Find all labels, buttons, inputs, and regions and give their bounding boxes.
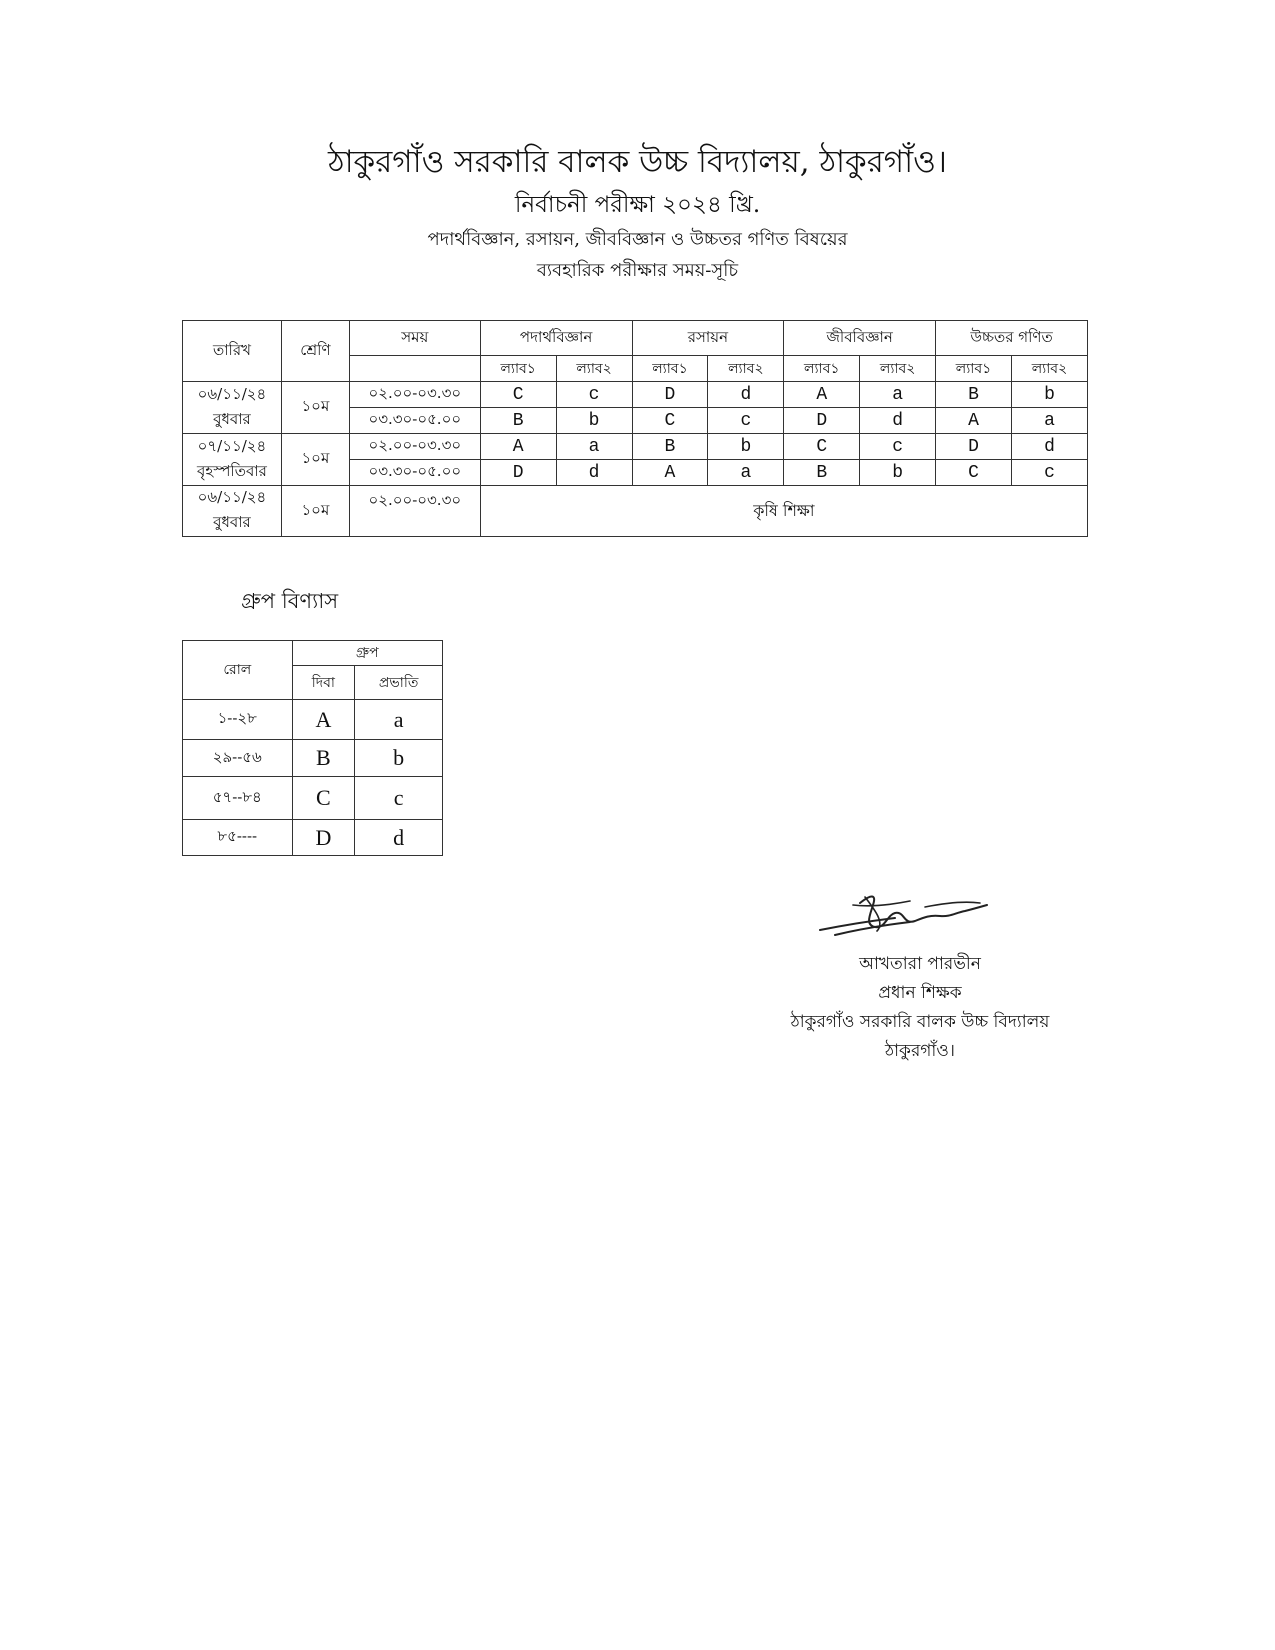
weekday-value: বুধবার bbox=[213, 409, 251, 428]
day-group: A bbox=[292, 700, 355, 740]
group-cell: A bbox=[936, 408, 1012, 434]
time-cell: ০২.০০-০৩.৩০ bbox=[349, 486, 480, 537]
header-lab2: ল্যাব২ bbox=[1011, 356, 1087, 382]
group-cell: C bbox=[936, 460, 1012, 486]
schedule-row bbox=[183, 486, 1088, 537]
header-class: শ্রেণি bbox=[281, 321, 349, 382]
header-lab1: ল্যাব১ bbox=[936, 356, 1012, 382]
header-time-blank bbox=[349, 356, 480, 382]
group-cell: a bbox=[860, 382, 936, 408]
group-cell: A bbox=[480, 434, 556, 460]
header-lab2: ল্যাব২ bbox=[860, 356, 936, 382]
morning-group: a bbox=[355, 700, 443, 740]
class-cell: ১০ম bbox=[281, 434, 349, 486]
time-cell: ০২.০০-০৩.৩০ bbox=[349, 434, 480, 460]
group-cell: d bbox=[556, 460, 632, 486]
roll-range: ৮৫---- bbox=[183, 820, 293, 856]
header-lab1: ল্যাব১ bbox=[632, 356, 708, 382]
time-cell: ০৩.৩০-০৫.০০ bbox=[349, 460, 480, 486]
header-biology: জীববিজ্ঞান bbox=[784, 321, 936, 356]
group-cell: c bbox=[1011, 460, 1087, 486]
group-row bbox=[183, 740, 443, 777]
weekday-value: বুধবার bbox=[213, 513, 251, 531]
date-value: ০৭/১১/২৪ bbox=[197, 436, 267, 455]
group-heading: গ্রুপ বিণ্যাস bbox=[241, 589, 339, 613]
header-lab2: ল্যাব২ bbox=[708, 356, 784, 382]
group-cell: A bbox=[784, 382, 860, 408]
day-group: D bbox=[292, 820, 355, 856]
group-row bbox=[183, 820, 443, 856]
header-lab1: ল্যাব১ bbox=[480, 356, 556, 382]
date-cell bbox=[183, 382, 282, 434]
group-cell: D bbox=[784, 408, 860, 434]
group-cell: A bbox=[632, 460, 708, 486]
class-cell: ১০ম bbox=[281, 486, 349, 537]
group-cell: d bbox=[860, 408, 936, 434]
weekday-value: বৃহস্পতিবার bbox=[196, 461, 267, 480]
morning-group: d bbox=[355, 820, 443, 856]
group-cell: b bbox=[556, 408, 632, 434]
date-value: ০৬/১১/২৪ bbox=[197, 384, 267, 403]
signatory-designation: প্রধান শিক্ষক bbox=[878, 983, 962, 1003]
subject-cell: কৃষি শিক্ষা bbox=[480, 486, 1087, 537]
group-cell: D bbox=[632, 382, 708, 408]
group-row bbox=[183, 700, 443, 740]
signatory-place: ঠাকুরগাঁও। bbox=[885, 1041, 955, 1061]
exam-title: নির্বাচনী পরীক্ষা ২০২৪ খ্রি. bbox=[514, 192, 761, 218]
roll-range: ১--২৮ bbox=[183, 700, 293, 740]
day-group: C bbox=[292, 777, 355, 820]
roll-range: ২৯--৫৬ bbox=[183, 740, 293, 777]
header-group: গ্রুপ bbox=[292, 641, 443, 666]
subjects-line: পদার্থবিজ্ঞান, রসায়ন, জীববিজ্ঞান ও উচ্চতর গণিত বিষয়ের bbox=[427, 229, 848, 250]
date-cell bbox=[183, 486, 282, 537]
header-higher-math: উচ্চতর গণিত bbox=[936, 321, 1088, 356]
group-cell: C bbox=[632, 408, 708, 434]
signatory-block bbox=[740, 950, 1100, 1066]
signatory-school: ঠাকুরগাঁও সরকারি বালক উচ্চ বিদ্যালয় bbox=[790, 1012, 1050, 1032]
group-cell: B bbox=[480, 408, 556, 434]
signature-image bbox=[815, 885, 995, 945]
header-morning-shift: প্রভাতি bbox=[355, 666, 443, 700]
group-table bbox=[182, 640, 443, 856]
page-title: ঠাকুরগাঁও সরকারি বালক উচ্চ বিদ্যালয়, ঠাকুরগাঁও। bbox=[328, 144, 947, 180]
morning-group: b bbox=[355, 740, 443, 777]
group-cell: c bbox=[556, 382, 632, 408]
group-cell: C bbox=[784, 434, 860, 460]
header-time: সময় bbox=[349, 321, 480, 356]
group-cell: C bbox=[480, 382, 556, 408]
group-cell: d bbox=[1011, 434, 1087, 460]
schedule-title: ব্যবহারিক পরীক্ষার সময়-সূচি bbox=[536, 260, 739, 281]
group-cell: D bbox=[936, 434, 1012, 460]
group-cell: B bbox=[632, 434, 708, 460]
group-cell: c bbox=[708, 408, 784, 434]
group-cell: a bbox=[708, 460, 784, 486]
time-cell: ০৩.৩০-০৫.০০ bbox=[349, 408, 480, 434]
group-cell: D bbox=[480, 460, 556, 486]
group-cell: B bbox=[936, 382, 1012, 408]
date-cell bbox=[183, 434, 282, 486]
header-physics: পদার্থবিজ্ঞান bbox=[480, 321, 632, 356]
group-cell: d bbox=[708, 382, 784, 408]
group-row bbox=[183, 777, 443, 820]
header-day-shift: দিবা bbox=[292, 666, 355, 700]
signatory-name: আখতারা পারভীন bbox=[859, 954, 981, 974]
group-cell: B bbox=[784, 460, 860, 486]
group-cell: a bbox=[556, 434, 632, 460]
schedule-row bbox=[183, 434, 1088, 460]
class-cell: ১০ম bbox=[281, 382, 349, 434]
group-cell: b bbox=[708, 434, 784, 460]
group-cell: a bbox=[1011, 408, 1087, 434]
morning-group: c bbox=[355, 777, 443, 820]
group-cell: b bbox=[860, 460, 936, 486]
header-roll: রোল bbox=[183, 641, 293, 700]
header-date: তারিখ bbox=[183, 321, 282, 382]
time-cell: ০২.০০-০৩.৩০ bbox=[349, 382, 480, 408]
group-cell: b bbox=[1011, 382, 1087, 408]
header-lab1: ল্যাব১ bbox=[784, 356, 860, 382]
day-group: B bbox=[292, 740, 355, 777]
header-chemistry: রসায়ন bbox=[632, 321, 784, 356]
schedule-row bbox=[183, 382, 1088, 408]
roll-range: ৫৭--৮৪ bbox=[183, 777, 293, 820]
group-cell: c bbox=[860, 434, 936, 460]
schedule-table bbox=[182, 320, 1088, 537]
header-lab2: ল্যাব২ bbox=[556, 356, 632, 382]
date-value: ০৬/১১/২৪ bbox=[197, 488, 267, 506]
